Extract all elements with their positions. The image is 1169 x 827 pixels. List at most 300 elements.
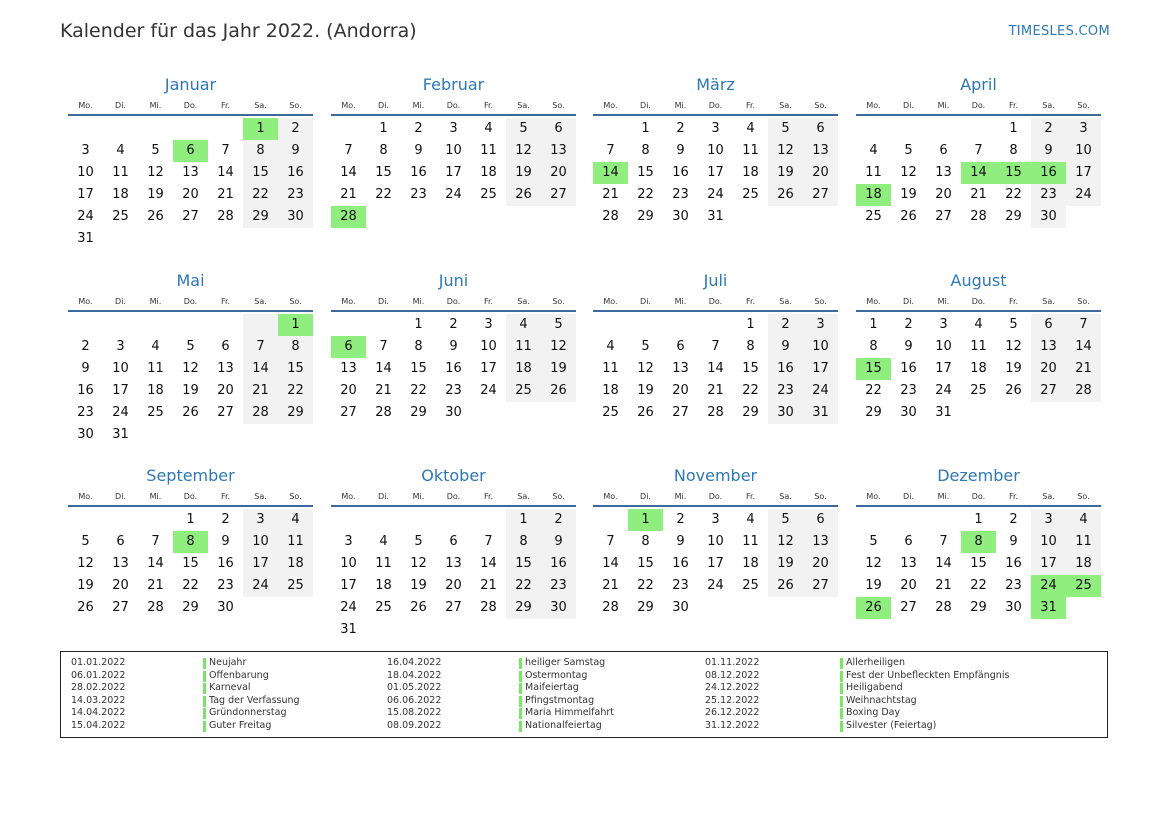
month-title: Januar [164, 75, 217, 94]
week-row [856, 358, 1101, 380]
holiday-day-cell: 18 [856, 184, 891, 206]
week-row [593, 553, 838, 575]
month-10 [331, 464, 576, 641]
week-row [331, 162, 576, 184]
day-cell: 9 [1009, 534, 1018, 549]
week-row [856, 402, 1101, 424]
empty-day-cell [506, 402, 541, 424]
day-cell: 30 [672, 209, 689, 224]
day-cell: 12 [410, 556, 427, 571]
empty-day-cell [401, 206, 436, 228]
weekday-label: So. [289, 492, 302, 501]
day-cell: 25 [375, 600, 392, 615]
legend-name-column [519, 657, 614, 733]
day-cell: 11 [278, 531, 313, 553]
day-cell: 6 [116, 534, 125, 549]
day-cell: 9 [81, 361, 90, 376]
weekday-label: Fr. [745, 101, 756, 110]
day-cell: 8 [506, 531, 541, 553]
day-cell: 7 [221, 143, 230, 158]
week-row [593, 336, 838, 358]
weekday-label: Do. [708, 101, 723, 110]
empty-day-cell [103, 118, 138, 140]
week-row [856, 597, 1101, 619]
weekday-label: Sa. [779, 297, 792, 306]
day-cell: 20 [217, 383, 234, 398]
weekday-label: Fr. [220, 492, 231, 501]
weekday-label: Di. [903, 101, 914, 110]
day-cell: 2 [541, 509, 576, 531]
day-cell: 13 [445, 556, 462, 571]
weekday-label: Mi. [937, 297, 950, 306]
day-cell: 1 [186, 512, 195, 527]
empty-day-cell [401, 509, 436, 531]
day-cell: 1 [974, 512, 983, 527]
empty-day-cell [173, 118, 208, 140]
empty-day-cell [856, 118, 891, 140]
day-cell: 30 [278, 206, 313, 228]
day-cell: 5 [186, 339, 195, 354]
day-cell: 19 [506, 162, 541, 184]
day-cell: 24 [243, 575, 278, 597]
day-cell: 18 [112, 187, 129, 202]
day-cell: 5 [768, 118, 803, 140]
empty-day-cell [471, 509, 506, 531]
day-cell: 1 [506, 509, 541, 531]
weekday-label: Mo. [866, 101, 881, 110]
weekday-label: Mo. [341, 492, 356, 501]
day-cell: 9 [1031, 140, 1066, 162]
day-cell: 6 [221, 339, 230, 354]
day-cell: 30 [77, 427, 94, 442]
day-cell: 31 [935, 405, 952, 420]
week-row [856, 531, 1101, 553]
day-cell: 23 [672, 187, 689, 202]
weekday-header [331, 99, 576, 112]
day-cell: 8 [641, 534, 650, 549]
day-cell: 29 [278, 402, 313, 424]
empty-day-cell [733, 206, 768, 228]
weekday-label: Sa. [779, 101, 792, 110]
day-cell: 19 [541, 358, 576, 380]
legend-date: 08.09.2022 [387, 719, 442, 731]
day-cell: 11 [742, 534, 759, 549]
day-cell: 22 [375, 187, 392, 202]
day-cell: 21 [970, 187, 987, 202]
day-cell: 3 [711, 512, 720, 527]
day-cell: 27 [112, 600, 129, 615]
legend-name-column [203, 657, 300, 733]
holiday-day-cell: 1 [278, 314, 313, 336]
day-cell: 4 [278, 509, 313, 531]
legend-holiday-name: Neujahr [203, 657, 300, 670]
empty-day-cell [663, 314, 698, 336]
legend-holiday-name: Maria Himmelfahrt [519, 707, 614, 720]
day-cell: 6 [676, 339, 685, 354]
day-cell: 22 [865, 383, 882, 398]
empty-day-cell [331, 314, 366, 336]
weekday-label: Do. [971, 101, 986, 110]
weekday-label: Di. [378, 297, 389, 306]
legend-holiday-name: Pfingstmontag [519, 695, 614, 708]
day-cell: 9 [541, 531, 576, 553]
day-cell: 30 [768, 402, 803, 424]
weekday-label: Mi. [674, 492, 687, 501]
month-divider [331, 310, 576, 312]
day-cell: 21 [480, 578, 497, 593]
empty-day-cell [803, 597, 838, 619]
day-cell: 9 [676, 534, 685, 549]
day-cell: 25 [602, 405, 619, 420]
day-cell: 6 [449, 534, 458, 549]
week-row [331, 336, 576, 358]
month-title: September [146, 466, 235, 485]
day-cell: 10 [340, 556, 357, 571]
day-cell: 21 [375, 383, 392, 398]
month-5 [68, 269, 313, 446]
day-cell: 22 [410, 383, 427, 398]
legend-holiday-name: Guter Freitag [203, 720, 300, 733]
day-cell: 13 [182, 165, 199, 180]
day-cell: 17 [77, 187, 94, 202]
day-cell: 13 [803, 531, 838, 553]
day-cell: 12 [147, 165, 164, 180]
page-title: Kalender für das Jahr 2022. (Andorra) [60, 20, 417, 42]
empty-day-cell [208, 424, 243, 446]
day-cell: 16 [217, 556, 234, 571]
day-cell: 10 [112, 361, 129, 376]
month-title: März [696, 75, 735, 94]
day-cell: 17 [803, 358, 838, 380]
day-cell: 13 [217, 361, 234, 376]
week-row [856, 575, 1101, 597]
weekday-label: Do. [446, 297, 461, 306]
day-cell: 30 [900, 405, 917, 420]
weekday-label: So. [289, 101, 302, 110]
day-cell: 26 [768, 184, 803, 206]
empty-day-cell [856, 509, 891, 531]
day-cell: 18 [742, 165, 759, 180]
week-row [331, 206, 576, 228]
legend-date: 01.11.2022 [705, 657, 760, 668]
day-cell: 9 [904, 339, 913, 354]
day-cell: 4 [606, 339, 615, 354]
empty-day-cell [173, 228, 208, 250]
weekday-label: Do. [971, 492, 986, 501]
weekday-label: Mo. [78, 297, 93, 306]
legend-holiday-name: Ostermontag [519, 670, 614, 683]
day-cell: 1 [1009, 121, 1018, 136]
empty-day-cell [173, 424, 208, 446]
legend-date: 25.12.2022 [705, 694, 760, 706]
day-cell: 30 [445, 405, 462, 420]
day-cell: 11 [480, 143, 497, 158]
holiday-day-cell: 28 [331, 206, 366, 228]
empty-day-cell [698, 314, 733, 336]
legend-name-column [840, 657, 1009, 733]
day-cell: 20 [340, 383, 357, 398]
day-cell: 22 [742, 383, 759, 398]
empty-day-cell [506, 619, 541, 641]
day-cell: 11 [1066, 531, 1101, 553]
legend-holiday-name: Maifeiertag [519, 682, 614, 695]
day-cell: 26 [900, 209, 917, 224]
month-title: Juni [438, 271, 469, 290]
weekday-label: Mo. [603, 492, 618, 501]
day-cell: 11 [970, 339, 987, 354]
month-2 [331, 73, 576, 228]
day-cell: 2 [676, 512, 685, 527]
day-cell: 7 [344, 143, 353, 158]
day-cell: 31 [340, 622, 357, 637]
day-cell: 12 [182, 361, 199, 376]
day-cell: 2 [1031, 118, 1066, 140]
day-cell: 21 [602, 578, 619, 593]
week-row [593, 597, 838, 619]
week-row [331, 140, 576, 162]
day-cell: 2 [221, 512, 230, 527]
week-row [331, 531, 576, 553]
site-brand-link[interactable]: TIMESLES.COM [1008, 24, 1110, 39]
day-cell: 14 [243, 358, 278, 380]
day-cell: 23 [1005, 578, 1022, 593]
empty-day-cell [278, 424, 313, 446]
legend-date: 24.12.2022 [705, 682, 760, 694]
empty-day-cell [1031, 402, 1066, 424]
day-cell: 11 [147, 361, 164, 376]
day-cell: 22 [506, 575, 541, 597]
day-cell: 16 [900, 361, 917, 376]
day-cell: 19 [1005, 361, 1022, 376]
day-cell: 26 [506, 184, 541, 206]
day-cell: 11 [506, 336, 541, 358]
empty-day-cell [401, 619, 436, 641]
weekday-header [68, 295, 313, 308]
empty-day-cell [996, 402, 1031, 424]
day-cell: 2 [278, 118, 313, 140]
empty-day-cell [68, 314, 103, 336]
day-cell: 30 [672, 600, 689, 615]
empty-day-cell [208, 118, 243, 140]
day-cell: 17 [707, 165, 724, 180]
day-cell: 25 [742, 578, 759, 593]
weekday-header [593, 99, 838, 112]
empty-day-cell [891, 509, 926, 531]
day-cell: 12 [865, 556, 882, 571]
empty-day-cell [803, 206, 838, 228]
weekday-label: Mo. [341, 101, 356, 110]
day-cell: 7 [606, 534, 615, 549]
day-cell: 29 [182, 600, 199, 615]
day-cell: 26 [147, 209, 164, 224]
weekday-label: Sa. [254, 492, 267, 501]
day-cell: 4 [746, 512, 755, 527]
day-cell: 1 [869, 317, 878, 332]
empty-day-cell [471, 619, 506, 641]
day-cell: 2 [1009, 512, 1018, 527]
weekday-label: Fr. [483, 297, 494, 306]
week-row [856, 509, 1101, 531]
day-cell: 3 [1031, 509, 1066, 531]
day-cell: 29 [742, 405, 759, 420]
day-cell: 7 [974, 143, 983, 158]
day-cell: 17 [243, 553, 278, 575]
day-cell: 27 [340, 405, 357, 420]
weekday-label: Fr. [220, 297, 231, 306]
day-cell: 15 [970, 556, 987, 571]
week-row [593, 509, 838, 531]
day-cell: 18 [480, 165, 497, 180]
month-9 [68, 464, 313, 619]
weekday-label: Sa. [517, 101, 530, 110]
day-cell: 7 [606, 143, 615, 158]
month-divider [856, 114, 1101, 116]
day-cell: 18 [375, 578, 392, 593]
day-cell: 15 [637, 556, 654, 571]
weekday-header [331, 490, 576, 503]
day-cell: 17 [1031, 553, 1066, 575]
legend-date: 01.05.2022 [387, 682, 442, 694]
weekday-label: Fr. [1008, 297, 1019, 306]
legend-date: 16.04.2022 [387, 657, 442, 668]
weekday-header [856, 490, 1101, 503]
weekday-label: Mi. [149, 101, 162, 110]
day-cell: 10 [1031, 531, 1066, 553]
day-cell: 13 [541, 140, 576, 162]
day-cell: 7 [379, 339, 388, 354]
empty-day-cell [471, 206, 506, 228]
empty-day-cell [768, 206, 803, 228]
day-cell: 22 [637, 187, 654, 202]
day-cell: 29 [1005, 209, 1022, 224]
day-cell: 6 [1031, 314, 1066, 336]
empty-day-cell [278, 228, 313, 250]
day-cell: 21 [707, 383, 724, 398]
day-cell: 10 [803, 336, 838, 358]
day-cell: 4 [746, 121, 755, 136]
empty-day-cell [436, 206, 471, 228]
weekday-label: Sa. [1042, 101, 1055, 110]
empty-day-cell [138, 314, 173, 336]
day-cell: 22 [970, 578, 987, 593]
day-cell: 9 [278, 140, 313, 162]
day-cell: 24 [1066, 184, 1101, 206]
day-cell: 24 [480, 383, 497, 398]
weekday-header [68, 99, 313, 112]
weekday-header [331, 295, 576, 308]
legend-date: 15.04.2022 [71, 719, 126, 731]
week-row [331, 402, 576, 424]
day-cell: 20 [541, 162, 576, 184]
day-cell: 10 [445, 143, 462, 158]
day-cell: 15 [410, 361, 427, 376]
week-row [593, 118, 838, 140]
weekday-header [593, 490, 838, 503]
day-cell: 26 [768, 575, 803, 597]
day-cell: 20 [900, 578, 917, 593]
day-cell: 21 [340, 187, 357, 202]
day-cell: 24 [803, 380, 838, 402]
month-divider [593, 310, 838, 312]
weekday-label: Fr. [745, 492, 756, 501]
weekday-label: Fr. [1008, 101, 1019, 110]
day-cell: 5 [869, 534, 878, 549]
weekday-label: Mo. [603, 297, 618, 306]
empty-day-cell [138, 424, 173, 446]
day-cell: 16 [672, 556, 689, 571]
week-row [68, 314, 313, 336]
day-cell: 25 [865, 209, 882, 224]
legend-date-column [705, 657, 759, 733]
day-cell: 27 [803, 575, 838, 597]
week-row [856, 380, 1101, 402]
day-cell: 25 [147, 405, 164, 420]
week-row [856, 162, 1101, 184]
day-cell: 11 [602, 361, 619, 376]
day-cell: 7 [484, 534, 493, 549]
day-cell: 19 [637, 383, 654, 398]
week-row [331, 314, 576, 336]
day-cell: 16 [541, 553, 576, 575]
week-row [68, 206, 313, 228]
day-cell: 17 [445, 165, 462, 180]
day-cell: 14 [707, 361, 724, 376]
weekday-label: Mi. [412, 492, 425, 501]
day-cell: 18 [970, 361, 987, 376]
day-cell: 9 [768, 336, 803, 358]
holiday-day-cell: 1 [243, 118, 278, 140]
day-cell: 8 [379, 143, 388, 158]
day-cell: 19 [77, 578, 94, 593]
day-cell: 12 [900, 165, 917, 180]
legend-holiday-name: Allerheiligen [840, 657, 1009, 670]
day-cell: 17 [935, 361, 952, 376]
day-cell: 27 [445, 600, 462, 615]
day-cell: 28 [147, 600, 164, 615]
day-cell: 4 [1066, 509, 1101, 531]
week-row [331, 358, 576, 380]
day-cell: 28 [602, 209, 619, 224]
day-cell: 6 [939, 143, 948, 158]
day-cell: 25 [112, 209, 129, 224]
weekday-label: Do. [971, 297, 986, 306]
week-row [856, 184, 1101, 206]
day-cell: 26 [77, 600, 94, 615]
day-cell: 7 [151, 534, 160, 549]
empty-day-cell [471, 402, 506, 424]
day-cell: 6 [904, 534, 913, 549]
weekday-label: Sa. [517, 492, 530, 501]
empty-day-cell [208, 228, 243, 250]
day-cell: 9 [221, 534, 230, 549]
day-cell: 30 [1005, 600, 1022, 615]
legend-date: 18.04.2022 [387, 669, 442, 681]
week-row [331, 118, 576, 140]
week-row [593, 575, 838, 597]
day-cell: 13 [900, 556, 917, 571]
day-cell: 23 [77, 405, 94, 420]
week-row [68, 184, 313, 206]
day-cell: 20 [803, 162, 838, 184]
day-cell: 24 [707, 187, 724, 202]
day-cell: 14 [375, 361, 392, 376]
day-cell: 11 [865, 165, 882, 180]
day-cell: 8 [641, 143, 650, 158]
month-divider [331, 505, 576, 507]
day-cell: 12 [768, 140, 803, 162]
weekday-label: So. [1077, 492, 1090, 501]
day-cell: 9 [414, 143, 423, 158]
